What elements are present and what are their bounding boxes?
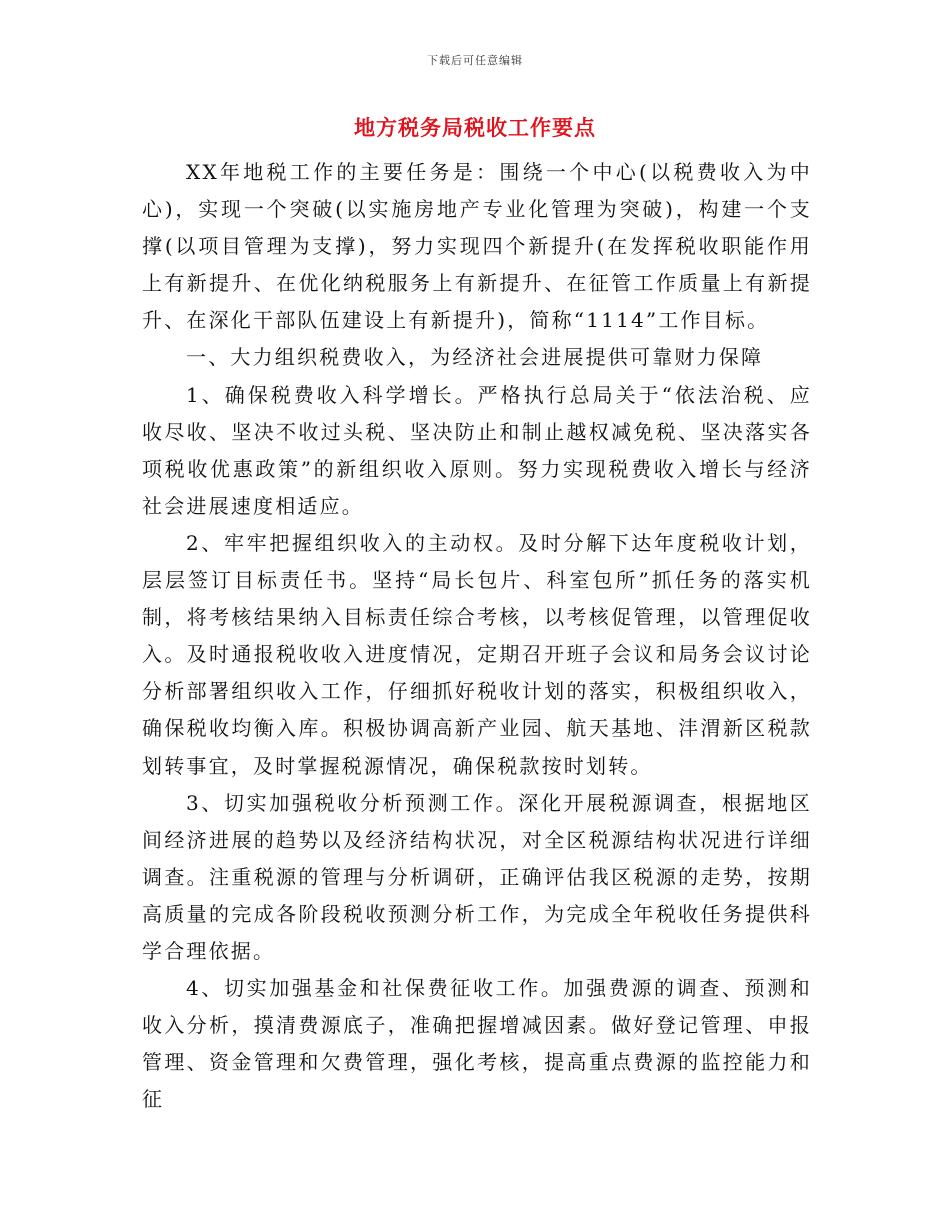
- paragraph-item-4: 4、切实加强基金和社保费征收工作。加强费源的调查、预测和收入分析，摸清费源底子，准确把握增减因素。做好登记管理、申报管理、资金管理和欠费管理，强化考核，提高重点费源的监控能力和征: [142, 976, 812, 1112]
- header-note: 下载后可任意编辑: [427, 54, 523, 67]
- paragraph-item-2: 2、牢牢把握组织收入的主动权。及时分解下达年度税收计划，层层签订目标责任书。坚持“局长包片、科室包所”抓任务的落实机制，将考核结果纳入目标责任综合考核，以考核促管理，以管理促收入。及时通报税收收入进度情况，定期召开班子会议和局务会议讨论分析部署组织收入工作，仔细抓好税收计划的落实，积极组织收入，确保税收均衡入库。积极协调高新产业园、航天基地、沣渭新区税款划转事宜，及时掌握税源情况，确保税款按时划转。: [142, 530, 812, 778]
- section-heading-1: 一、大力组织税费收入，为经济社会进展提供可靠财力保障: [186, 345, 764, 370]
- paragraph-item-3: 3、切实加强税收分析预测工作。深化开展税源调查，根据地区间经济进展的趋势以及经济结构状况，对全区税源结构状况进行详细调查。注重税源的管理与分析调研，正确评估我区税源的走势，按期高质量的完成各阶段税收预测分析工作，为完成全年税收任务提供科学合理依据。: [142, 790, 812, 963]
- document-title: 地方税务局税收工作要点: [354, 115, 596, 140]
- document-body: [142, 154, 812, 1118]
- paragraph-item-1: 1、确保税费收入科学增长。严格执行总局关于“依法治税、应收尽收、坚决不收过头税、坚决防止和制止越权减免税、坚决落实各项税收优惠政策”的新组织收入原则。努力实现税费收入增长与经济社会进展速度相适应。: [142, 382, 812, 518]
- paragraph-intro: XX年地税工作的主要任务是：围绕一个中心(以税费收入为中心)，实现一个突破(以实施房地产专业化管理为突破)，构建一个支撑(以项目管理为支撑)，努力实现四个新提升(在发挥税收职能作用上有新提升、在优化纳税服务上有新提升、在征管工作质量上有新提升、在深化干部队伍建设上有新提升)，简称“1114”工作目标。: [142, 160, 812, 333]
